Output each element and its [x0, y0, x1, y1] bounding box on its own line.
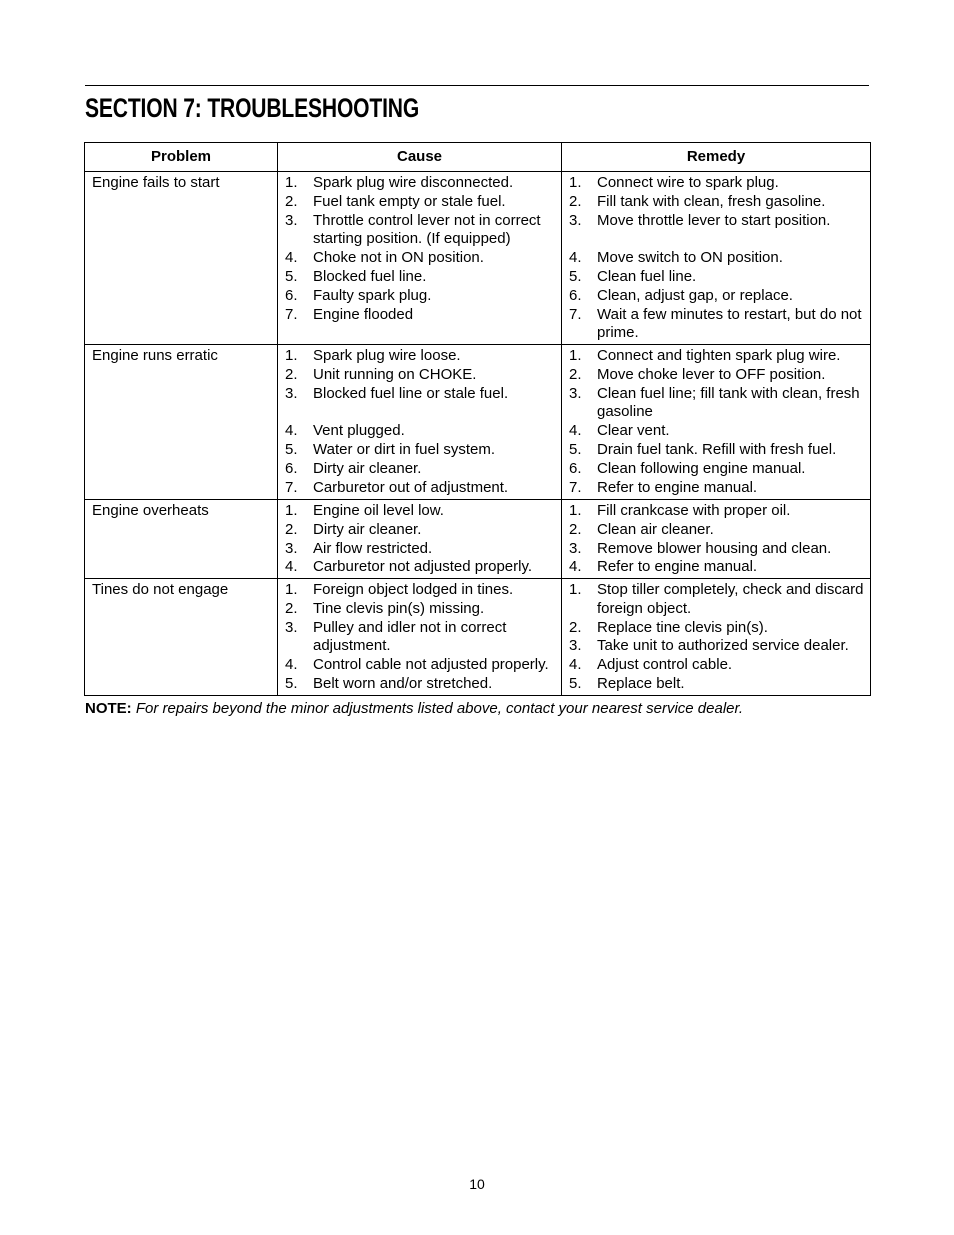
list-item: 5. Clean fuel line. — [569, 267, 697, 285]
list-item: 3. Remove blower housing and clean. — [569, 539, 832, 557]
list-item: 1. Spark plug wire disconnected. — [285, 174, 514, 191]
list-item: 7. Engine flooded — [285, 305, 414, 323]
list-item: 4. Refer to engine manual. — [569, 558, 758, 576]
list-item: 6. Clean, adjust gap, or replace. — [569, 286, 793, 304]
problem-cell: Engine runs erratic — [85, 345, 278, 500]
list-item: 7. Wait a few minutes to restart, but do not prime. — [569, 305, 862, 342]
list-item: 5. Water or dirt in fuel system. — [285, 440, 495, 458]
list-item: 4. Choke not in ON position. — [285, 249, 484, 267]
list-item: 1. Foreign object lodged in tines. — [285, 581, 514, 598]
list-item: 5. Blocked fuel line. — [285, 267, 427, 285]
list-item: 3. Clean fuel line; fill tank with clean, fresh gasoline — [569, 384, 860, 421]
table-row — [85, 579, 871, 696]
list-item: 3. Move throttle lever to start position. — [569, 211, 831, 229]
remedy-cell — [562, 345, 871, 500]
list-item: 7. Refer to engine manual. — [569, 478, 758, 496]
list-item: 1. Spark plug wire loose. — [285, 347, 461, 364]
note — [85, 699, 743, 718]
list-item: 7. Carburetor out of adjustment. — [285, 478, 509, 496]
list-item: 2. Fill tank with clean, fresh gasoline. — [569, 192, 826, 210]
note-text: For repairs beyond the minor adjustments listed above, contact your nearest service dealer. — [135, 700, 744, 717]
list-item: 5. Replace belt. — [569, 674, 685, 692]
list-item: 5. Belt worn and/or stretched. — [285, 674, 493, 692]
list-item: 4. Move switch to ON position. — [569, 249, 783, 267]
list-item: 3. Throttle control lever not in correct starting position. (If equipped) — [285, 211, 541, 248]
list-item: 2. Replace tine clevis pin(s). — [569, 618, 768, 636]
troubleshooting-table — [84, 142, 871, 696]
page-number: 10 — [469, 1176, 485, 1192]
cause-cell — [278, 345, 562, 500]
problem-cell: Engine fails to start — [85, 172, 278, 345]
list-item: 3. Pulley and idler not in correct adjustment. — [285, 618, 507, 655]
header-remedy: Remedy — [562, 143, 871, 172]
header-cause: Cause — [278, 143, 562, 172]
list-item: 1. Connect wire to spark plug. — [569, 174, 779, 191]
list-item: 4. Vent plugged. — [285, 422, 405, 440]
section-title: SECTION 7: TROUBLESHOOTING — [85, 93, 420, 123]
table-header-row — [85, 143, 871, 172]
header-problem: Problem — [85, 143, 278, 172]
table-row — [85, 500, 871, 579]
list-item: 2. Fuel tank empty or stale fuel. — [285, 192, 506, 210]
problem-cell: Engine overheats — [85, 500, 278, 579]
list-item: 2. Tine clevis pin(s) missing. — [285, 599, 485, 617]
list-item: 4. Carburetor not adjusted properly. — [285, 558, 533, 576]
list-item: 3. Blocked fuel line or stale fuel. — [285, 384, 509, 402]
list-item: 4. Clear vent. — [569, 422, 670, 440]
list-item: 2. Move choke lever to OFF position. — [569, 365, 826, 383]
list-item: 1. Stop tiller completely, check and discard foreign object. — [569, 581, 864, 617]
cause-cell — [278, 172, 562, 345]
remedy-cell — [562, 500, 871, 579]
list-item: 1. Fill crankcase with proper oil. — [569, 502, 791, 519]
cause-cell — [278, 579, 562, 696]
table-row — [85, 345, 871, 500]
list-item: 6. Clean following engine manual. — [569, 459, 806, 477]
list-item: 6. Dirty air cleaner. — [285, 459, 422, 477]
problem-cell: Tines do not engage — [85, 579, 278, 696]
list-item: 6. Faulty spark plug. — [285, 286, 432, 304]
list-item: 2. Unit running on CHOKE. — [285, 365, 477, 383]
list-item: 5. Drain fuel tank. Refill with fresh fuel. — [569, 440, 837, 458]
remedy-cell — [562, 579, 871, 696]
cause-cell — [278, 500, 562, 579]
header-rule — [85, 85, 869, 86]
list-item: 2. Clean air cleaner. — [569, 520, 714, 538]
remedy-cell — [562, 172, 871, 345]
list-item: 2. Dirty air cleaner. — [285, 520, 422, 538]
note-label: NOTE: — [85, 700, 132, 717]
list-item: 3. Take unit to authorized service dealer. — [569, 637, 849, 655]
list-item: 1. Engine oil level low. — [285, 502, 444, 519]
list-item: 1. Connect and tighten spark plug wire. — [569, 347, 841, 364]
list-item: 4. Control cable not adjusted properly. — [285, 656, 549, 674]
list-item: 4. Adjust control cable. — [569, 656, 733, 674]
table-row — [85, 172, 871, 345]
list-item: 3. Air flow restricted. — [285, 539, 433, 557]
